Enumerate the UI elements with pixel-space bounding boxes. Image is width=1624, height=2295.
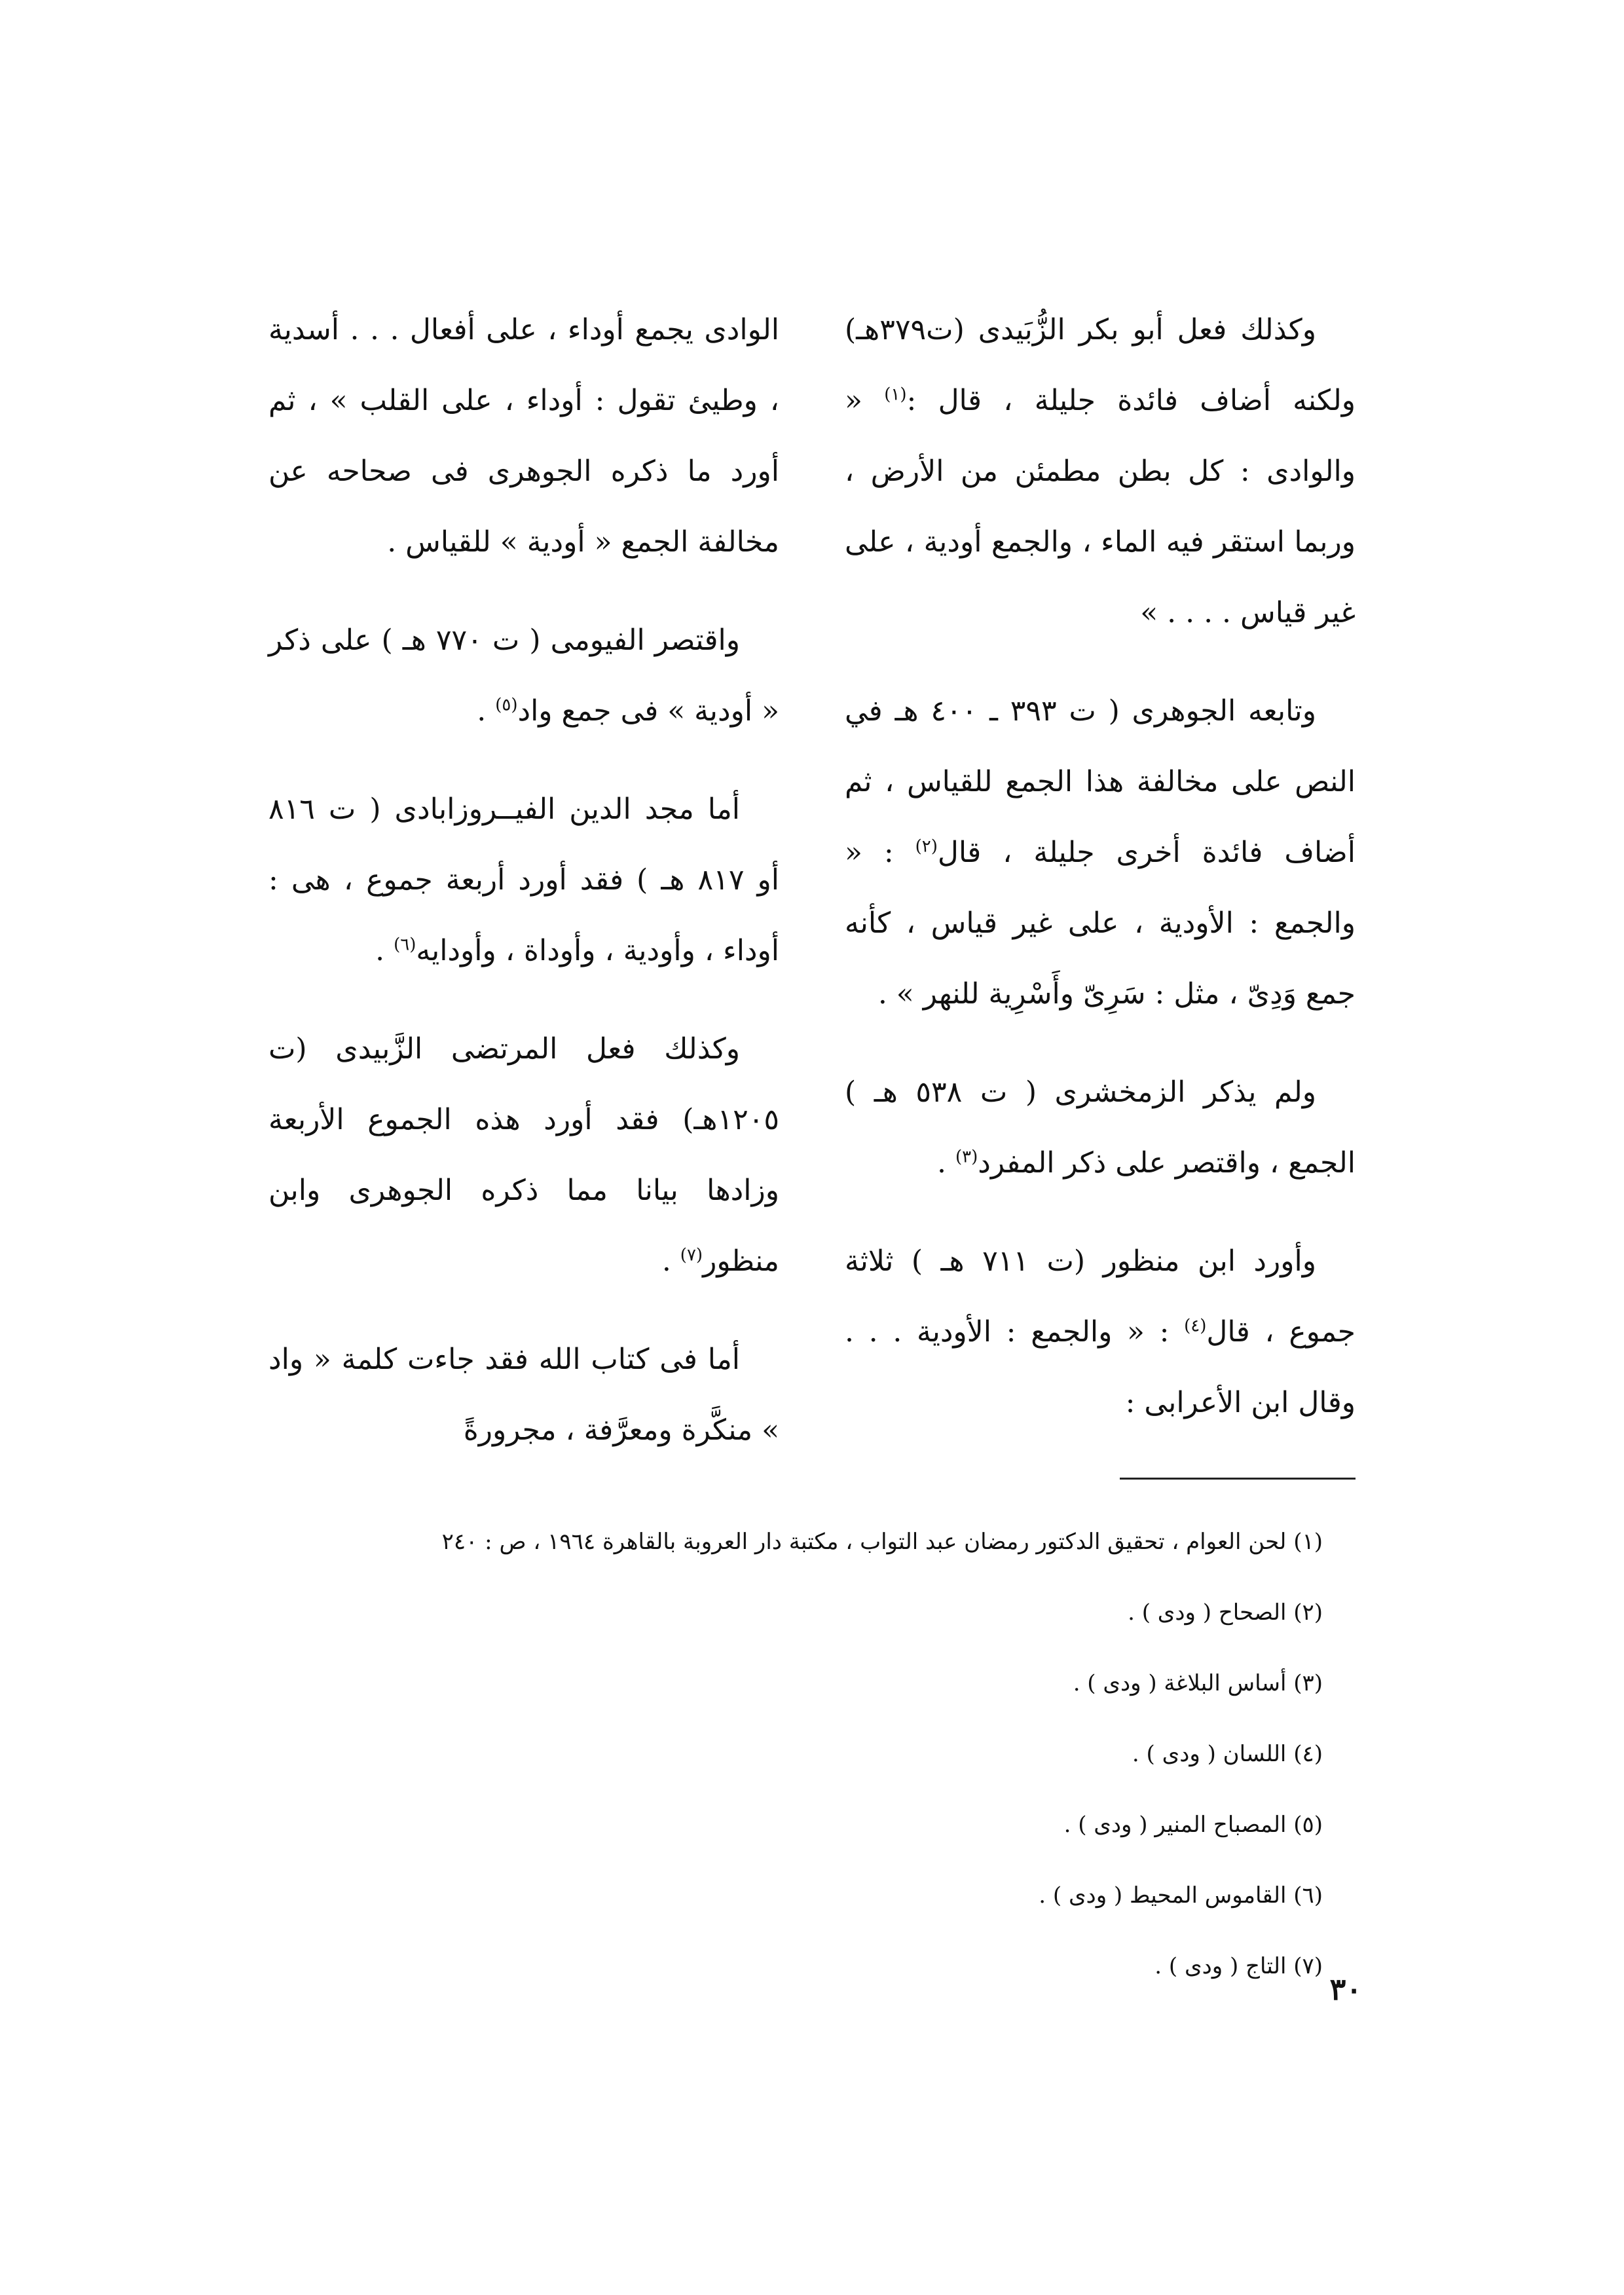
paragraph-text: أما مجد الدين الفيــروزابادى ( ت ٨١٦ أو ٨١٧ هـ ) فقد أورد أربعة جموع ، هى : أوداء ، وأودية ، وأوداة ، وأودايه [268, 793, 779, 967]
footnote-ref: (٥) [495, 695, 518, 715]
footnote-ref: (٦) [394, 935, 416, 955]
paragraph-text: واقتصر الفيومى ( ت ٧٧٠ هـ ) على ذكر « أودية » فى جمع واد [268, 624, 779, 728]
paragraph-text: أما فى كتاب الله فقد جاءت كلمة « واد » منكَّرة ومعرَّفة ، مجرورةً [268, 1343, 779, 1447]
footnote-ref: (٢) [915, 836, 938, 857]
paragraph-text: وتابعه الجوهرى ( ت ٣٩٣ ـ ٤٠٠ هـ في النص على مخالفة هذا الجمع للقياس ، ثم أضاف فائدة أخرى جليلة ، قال [845, 694, 1356, 869]
paragraph [268, 1324, 779, 1466]
footnote: (٢) الصحاح ( ودى ) . [1128, 1599, 1323, 1626]
footnote-ref: (١) [884, 384, 907, 405]
footnote: (٥) المصباح المنير ( ودى ) . [1063, 1812, 1323, 1838]
page-number: ٣٠ [1329, 1971, 1362, 2007]
paragraph [268, 295, 779, 578]
footnote: (٤) اللسان ( ودى ) . [1132, 1741, 1323, 1767]
paragraph-text: . [375, 934, 394, 967]
paragraph-text: وكذلك فعل أبو بكر الزُّبَيدى (ت٣٧٩هـ) ولكنه أضاف فائدة جليلة ، قال : [845, 313, 1356, 417]
paragraph-text: وأورد ابن منظور (ت ٧١١ هـ ) ثلاثة جموع ، قال [845, 1244, 1356, 1349]
paragraph-text: . [661, 1244, 680, 1278]
paragraph-text: : « والجمع : الأودية . . . وقال ابن الأعرابى : [845, 1315, 1356, 1419]
footnote-separator [1120, 1478, 1356, 1480]
footnote: (٧) التاج ( ودى ) . [1154, 1953, 1323, 1979]
footnotes [327, 1506, 1323, 2002]
paragraph-text: وكذلك فعل المرتضى الزَّبيدى (ت ١٢٠٥هـ) فقد أورد هذه الجموع الأربعة وزادها بيانا مما ذكره الجوهرى وابن منظور [268, 1032, 779, 1278]
paragraph-text: ولم يذكر الزمخشرى ( ت ٥٣٨ هـ ) الجمع ، واقتصر على ذكر المفرد [845, 1075, 1356, 1180]
paragraph [268, 605, 779, 747]
left-text-column [268, 295, 779, 1493]
right-text-column [845, 295, 1356, 1466]
paragraph-text: الوادى يجمع أوداء ، على أفعال . . . أسدية ، وطيئ تقول : أوداء ، على القلب » ، ثم أورد ما ذكره الجوهرى فى صحاحه عن مخالفة الجمع « أودية » للقياس . [268, 313, 779, 559]
paragraph-text: : « والجمع : الأودية ، على غير قياس ، كأنه جمع وَدِىّ ، مثل : سَرِىّ وأَسْرِية للنهر » . [845, 836, 1356, 1011]
paragraph [845, 295, 1356, 648]
footnote: (٣) أساس البلاغة ( ودى ) . [1073, 1670, 1323, 1696]
paragraph [268, 774, 779, 986]
footnote-ref: (٤) [1184, 1316, 1207, 1336]
paragraph-text: . [477, 694, 496, 728]
footnote-ref: (٧) [680, 1245, 703, 1265]
paragraph-text: . [936, 1146, 955, 1180]
paragraph [268, 1014, 779, 1297]
footnote-ref: (٣) [955, 1147, 978, 1167]
paragraph [845, 1226, 1356, 1438]
paragraph [845, 1057, 1356, 1199]
footnote: (١) لحن العوام ، تحقيق الدكتور رمضان عبد التواب ، مكتبة دار العروبة بالقاهرة ١٩٦٤ ، ص : ٢٤٠ [441, 1529, 1323, 1555]
footnote: (٦) القاموس المحيط ( ودى ) . [1039, 1882, 1323, 1909]
paragraph [845, 676, 1356, 1030]
paragraph-text: « والوادى : كل بطن مطمئن من الأرض ، وربما استقر فيه الماء ، والجمع أودية ، على غير قياس . . . . » [845, 384, 1356, 629]
